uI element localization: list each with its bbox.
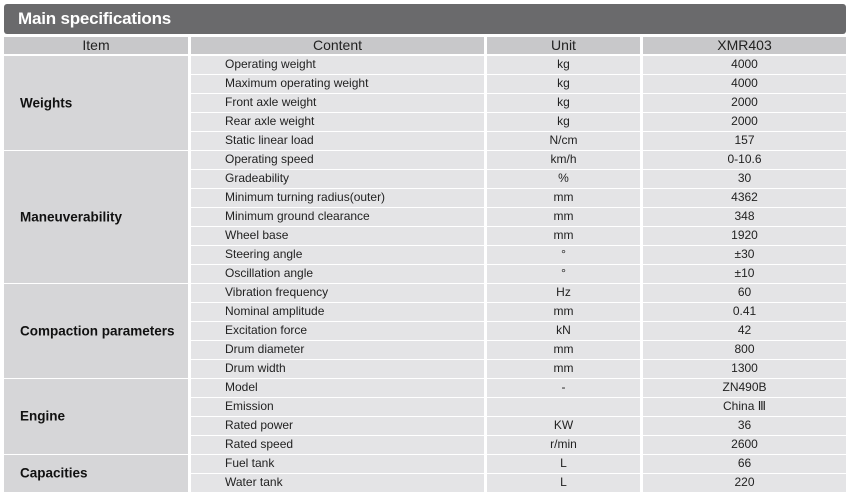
row-content: Minimum turning radius(outer) [191, 189, 484, 207]
row-value: 0.41 [643, 303, 846, 321]
row-unit: Hz [487, 284, 640, 302]
section-label: Weights [20, 95, 73, 111]
row-unit: mm [487, 208, 640, 226]
row-content: Operating weight [191, 56, 484, 74]
row-unit: kg [487, 94, 640, 112]
row-content: Static linear load [191, 132, 484, 150]
row-content: Rated power [191, 417, 484, 435]
row-content: Oscillation angle [191, 265, 484, 283]
row-value: 157 [643, 132, 846, 150]
row-unit [487, 398, 640, 416]
row-content: Drum width [191, 360, 484, 378]
row-unit: r/min [487, 436, 640, 454]
row-content: Rear axle weight [191, 113, 484, 131]
row-unit: kg [487, 113, 640, 131]
row-value: 4000 [643, 56, 846, 74]
row-unit: KW [487, 417, 640, 435]
row-value: 348 [643, 208, 846, 226]
row-unit: mm [487, 360, 640, 378]
title-bar [4, 4, 846, 34]
row-content: Water tank [191, 474, 484, 492]
row-unit: kg [487, 56, 640, 74]
row-value: 2600 [643, 436, 846, 454]
row-content: Fuel tank [191, 455, 484, 473]
row-unit: L [487, 474, 640, 492]
page-title: Main specifications [18, 9, 172, 28]
header-content: Content [191, 37, 484, 54]
row-content: Rated speed [191, 436, 484, 454]
row-value: ±10 [643, 265, 846, 283]
row-value: 30 [643, 170, 846, 188]
section-capacities [4, 455, 188, 492]
row-value: 1920 [643, 227, 846, 245]
row-content: Operating speed [191, 151, 484, 169]
row-value: 0-10.6 [643, 151, 846, 169]
row-unit: % [487, 170, 640, 188]
row-unit: mm [487, 341, 640, 359]
row-value: ±30 [643, 246, 846, 264]
row-value: ZN490B [643, 379, 846, 397]
row-value: 4362 [643, 189, 846, 207]
row-content: Minimum ground clearance [191, 208, 484, 226]
row-unit: ° [487, 246, 640, 264]
row-value: China Ⅲ [643, 398, 846, 416]
row-value: 60 [643, 284, 846, 302]
row-unit: - [487, 379, 640, 397]
row-unit: mm [487, 227, 640, 245]
section-label: Capacities [20, 465, 88, 481]
row-value: 220 [643, 474, 846, 492]
row-value: 66 [643, 455, 846, 473]
header-item: Item [4, 37, 188, 54]
row-value: 4000 [643, 75, 846, 93]
row-unit: ° [487, 265, 640, 283]
row-unit: N/cm [487, 132, 640, 150]
header-unit: Unit [487, 37, 640, 54]
row-value: 2000 [643, 113, 846, 131]
row-content: Gradeability [191, 170, 484, 188]
row-value: 800 [643, 341, 846, 359]
row-value: 42 [643, 322, 846, 340]
row-content: Nominal amplitude [191, 303, 484, 321]
row-unit: mm [487, 303, 640, 321]
row-content: Excitation force [191, 322, 484, 340]
header-model: XMR403 [643, 37, 846, 54]
row-unit: L [487, 455, 640, 473]
row-unit: kg [487, 75, 640, 93]
row-content: Vibration frequency [191, 284, 484, 302]
row-value: 2000 [643, 94, 846, 112]
row-content: Drum diameter [191, 341, 484, 359]
row-unit: kN [487, 322, 640, 340]
row-unit: km/h [487, 151, 640, 169]
row-value: 1300 [643, 360, 846, 378]
section-label: Engine [20, 408, 66, 424]
row-content: Emission [191, 398, 484, 416]
section-maneuverability [4, 151, 188, 283]
row-content: Front axle weight [191, 94, 484, 112]
section-label: Compaction parameters [20, 323, 175, 339]
row-content: Maximum operating weight [191, 75, 484, 93]
section-weights [4, 56, 188, 150]
row-unit: mm [487, 189, 640, 207]
section-engine [4, 379, 188, 454]
row-content: Steering angle [191, 246, 484, 264]
row-value: 36 [643, 417, 846, 435]
section-label: Maneuverability [20, 209, 123, 225]
row-content: Wheel base [191, 227, 484, 245]
row-content: Model [191, 379, 484, 397]
section-compaction-parameters [4, 284, 188, 378]
